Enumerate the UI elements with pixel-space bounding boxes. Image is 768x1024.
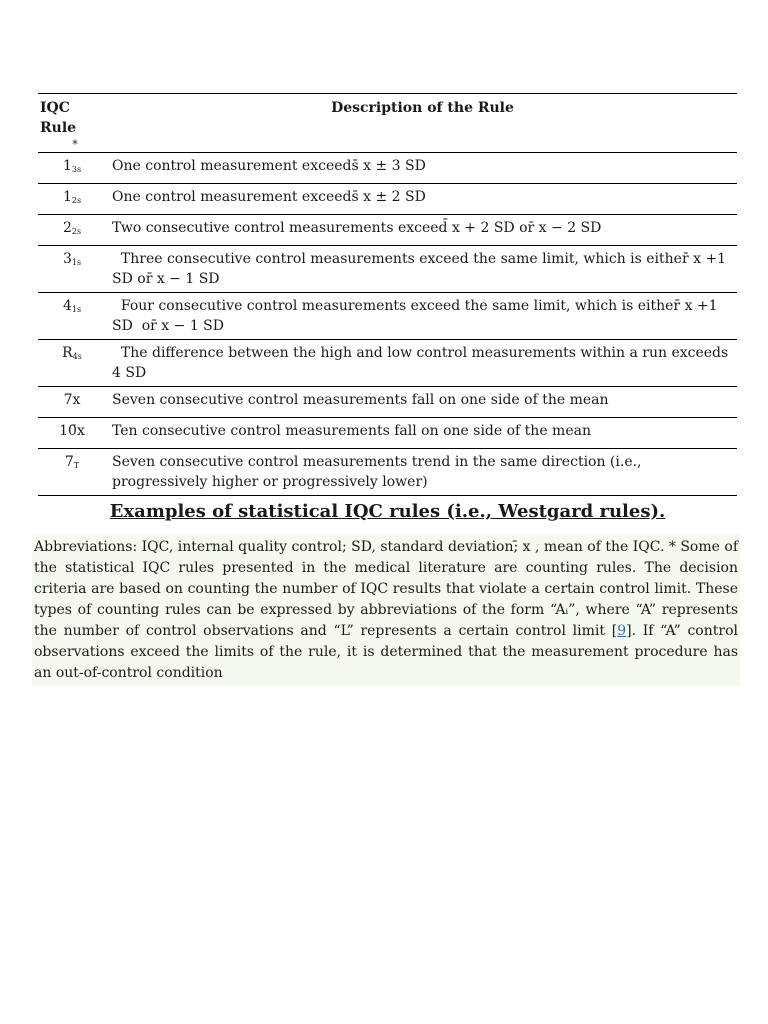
description-cell: The difference between the high and low control measurements within a run exceeds 4 SD: [112, 345, 729, 381]
abbreviations-note: [32, 535, 740, 686]
rule-code: 4: [62, 298, 72, 314]
description-cell: Ten consecutive control measurements fall on one side of the mean: [112, 423, 591, 439]
abbreviations-text: Abbreviations: IQC, internal quality control; SD, standard deviation;̄ x , mean of the IQC. * Some of the statistical IQC rules presented in the medical literature are counting rules. The decision criteria are based on counting the number of IQC results that violate a certain control limit. These types of counting rules can be expressed by abbreviations of the form “Aᵢ”, where “A” represents the number of control observations and “L” represents a certain control limit [: [34, 539, 738, 639]
description-cell: Seven consecutive control measurements fall on one side of the mean: [112, 392, 609, 408]
rule-cell: [38, 215, 108, 246]
table-row: [38, 293, 737, 340]
rule-subscript: 4s: [72, 352, 82, 361]
rule-cell: [38, 340, 108, 387]
table-header-row: [38, 94, 737, 153]
table-row: [38, 449, 737, 496]
rule-code: 7: [64, 454, 74, 470]
rule-code: 1: [62, 158, 72, 174]
table-row: [38, 387, 737, 418]
description-column-header: Description of the Rule: [331, 100, 514, 116]
description-cell: Two consecutive control measurements exceed̄ x + 2 SD or̄ x − 2 SD: [112, 220, 602, 236]
table-row: [38, 184, 737, 215]
rule-code: 7x: [63, 392, 81, 408]
rule-subscript: 1s: [71, 305, 82, 314]
description-cell: Three consecutive control measurements exceed the same limit, which is either̄ x +1 SD or̄ x − 1 SD: [112, 251, 727, 287]
rule-subscript: 2s: [71, 227, 82, 236]
rule-header-label: IQC Rule: [40, 100, 77, 136]
rule-cell: [38, 184, 108, 215]
rule-header-marker: *: [72, 138, 78, 151]
rule-cell: [38, 293, 108, 340]
rule-subscript: T: [73, 461, 80, 470]
table-row: [38, 153, 737, 184]
description-cell: One control measurement exceeds̄ x ± 2 SD: [112, 189, 426, 205]
rule-code: R: [62, 345, 73, 361]
rule-cell: [38, 387, 108, 418]
rule-code: 10̄x: [59, 423, 85, 439]
rule-cell: [38, 418, 108, 449]
table-caption: Examples of statistical IQC rules (i.e., Westgard rules).: [109, 501, 666, 522]
abbreviations-text-end: ]. If “A” control observations exceed the limits of the rule, it is determined that the measurement procedure has an out-of-control condition: [34, 623, 738, 681]
document-page: [34, 93, 738, 686]
rule-cell: [38, 246, 108, 293]
rule-subscript: 2s: [71, 196, 82, 205]
rule-code: 2: [62, 220, 72, 236]
description-cell: Seven consecutive control measurements trend in the same direction (i.e., progressively higher or progressively lower): [112, 454, 642, 490]
rule-code: 1: [62, 189, 72, 205]
rule-subscript: 3s: [71, 165, 82, 174]
westgard-rules-table: [38, 93, 737, 496]
description-cell: Four consecutive control measurements exceed the same limit, which is either̄ x +1 SD or̄ x − 1 SD: [112, 298, 718, 334]
table-row: [38, 340, 737, 387]
rule-cell: [38, 153, 108, 184]
rule-subscript: 1s: [71, 258, 82, 267]
table-row: [38, 418, 737, 449]
rule-code: 3: [62, 251, 72, 267]
reference-link[interactable]: 9: [617, 623, 627, 639]
description-cell: One control measurement exceeds̄ x ± 3 SD: [112, 158, 426, 174]
table-row: [38, 215, 737, 246]
table-row: [38, 246, 737, 293]
rule-cell: [38, 449, 108, 496]
rule-column-header: [38, 94, 108, 153]
